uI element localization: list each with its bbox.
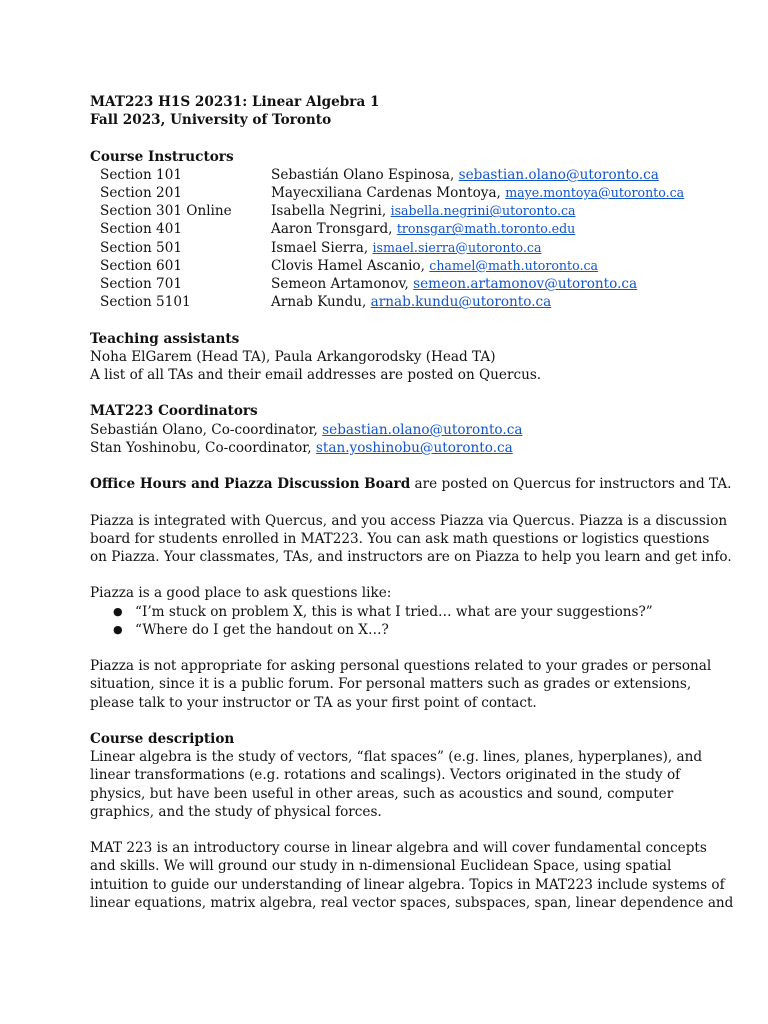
list-item — [90, 621, 690, 639]
instructor-email-link[interactable]: ismael.sierra@utoronto.ca — [372, 239, 542, 255]
instructor-row — [90, 220, 690, 238]
section-label: Section 401 — [100, 221, 182, 238]
piazza-not-appropriate — [90, 657, 712, 712]
instructor-row — [90, 275, 690, 293]
instructor-name: Sebastián Olano Espinosa, — [271, 166, 459, 183]
instructor-email-link[interactable]: tronsgar@math.toronto.edu — [396, 221, 576, 237]
paragraph-line: physics, but have been useful in other areas, such as acoustics and sound, computer — [90, 785, 674, 802]
paragraph-line: board for students enrolled in MAT223. You can ask math questions or logistics questions — [90, 530, 710, 547]
piazza-good-place: Piazza is a good place to ask questions like: — [90, 585, 392, 602]
bullet-icon: ● — [113, 604, 123, 618]
course-title: MAT223 H1S 20231: Linear Algebra 1 — [90, 94, 380, 110]
piazza-examples-list — [90, 603, 690, 639]
office-hours-text: are posted on Quercus for instructors and TA. — [410, 476, 732, 493]
paragraph-line: Piazza is integrated with Quercus, and you access Piazza via Quercus. Piazza is a discussion — [90, 512, 728, 529]
paragraph-line: Linear algebra is the study of vectors, “flat spaces” (e.g. lines, planes, hyperplanes), and — [90, 749, 703, 766]
coordinator-email-link[interactable]: stan.yoshinobu@utoronto.ca — [315, 439, 513, 456]
paragraph-line: graphics, and the study of physical forces. — [90, 803, 382, 820]
paragraph-line: and skills. We will ground our study in n-dimensional Euclidean Space, using spatial — [90, 858, 672, 875]
instructor-name: Clovis Hamel Ascanio, — [271, 257, 430, 274]
instructor-name: Semeon Artamonov, — [271, 276, 414, 293]
office-hours-heading: Office Hours and Piazza Discussion Board — [90, 476, 411, 493]
coordinator-row — [90, 421, 690, 439]
instructor-name: Aaron Tronsgard, — [271, 221, 397, 238]
description-paragraph-1 — [90, 748, 703, 821]
paragraph-line: situation, since it is a public forum. For personal matters such as grades or extensions, — [90, 676, 692, 693]
instructor-row — [90, 202, 690, 220]
paragraph-line: intuition to guide our understanding of linear algebra. Topics in MAT223 include systems of — [90, 876, 725, 893]
head-tas: Noha ElGarem (Head TA), Paula Arkangorodsky (Head TA) — [90, 348, 496, 365]
description-paragraph-2 — [90, 839, 734, 912]
instructors-heading: Course Instructors — [90, 148, 234, 165]
instructor-name: Ismael Sierra, — [271, 239, 373, 256]
instructor-row — [90, 184, 690, 202]
instructor-row — [90, 293, 690, 311]
instructor-email-link[interactable]: semeon.artamonov@utoronto.ca — [413, 276, 638, 293]
description-heading: Course description — [90, 730, 235, 747]
tas-note: A list of all TAs and their email addresses are posted on Quercus. — [90, 367, 542, 384]
section-label: Section 701 — [100, 276, 182, 293]
paragraph-line: linear equations, matrix algebra, real vector spaces, subspaces, span, linear dependence and — [90, 894, 734, 911]
list-item-text: “Where do I get the handout on X…? — [135, 621, 389, 638]
paragraph-line: Piazza is not appropriate for asking personal questions related to your grades or personal — [90, 658, 712, 675]
coordinator-row — [90, 439, 690, 457]
paragraph-line: on Piazza. Your classmates, TAs, and instructors are on Piazza to help you learn and get info. — [90, 549, 732, 565]
instructor-row — [90, 239, 690, 257]
section-label: Section 201 — [100, 185, 182, 201]
course-term: Fall 2023, University of Toronto — [90, 112, 332, 129]
section-label: Section 601 — [100, 257, 182, 274]
instructor-row — [90, 166, 690, 184]
section-label: Section 5101 — [100, 294, 191, 311]
instructors-table — [90, 166, 690, 312]
paragraph-line: linear transformations (e.g. rotations and scalings). Vectors originated in the study of — [90, 767, 681, 784]
coordinators-heading: MAT223 Coordinators — [90, 403, 258, 420]
instructor-email-link[interactable]: sebastian.olano@utoronto.ca — [458, 166, 659, 183]
section-label: Section 101 — [100, 166, 182, 183]
document-page — [90, 93, 734, 912]
list-item — [90, 603, 690, 621]
tas-heading: Teaching assistants — [90, 330, 240, 347]
instructor-email-link[interactable]: chamel@math.utoronto.ca — [429, 257, 599, 273]
instructor-email-link[interactable]: arnab.kundu@utoronto.ca — [370, 294, 552, 311]
instructor-name: Mayecxiliana Cardenas Montoya, — [271, 185, 506, 201]
list-item-text: “I’m stuck on problem X, this is what I tried… what are your suggestions?” — [135, 603, 653, 620]
instructor-email-link[interactable]: maye.montoya@utoronto.ca — [505, 185, 685, 200]
coordinator-email-link[interactable]: sebastian.olano@utoronto.ca — [322, 421, 523, 438]
instructor-email-link[interactable]: isabella.negrini@utoronto.ca — [390, 203, 576, 219]
office-hours-note — [90, 475, 732, 493]
bullet-icon: ● — [113, 622, 123, 636]
instructor-row — [90, 257, 690, 275]
section-label: Section 501 — [100, 239, 182, 256]
coordinator-name: Stan Yoshinobu, Co-coordinator, — [90, 439, 316, 456]
paragraph-line: please talk to your instructor or TA as your first point of contact. — [90, 694, 537, 711]
paragraph-line: MAT 223 is an introductory course in linear algebra and will cover fundamental concepts — [90, 840, 707, 857]
instructor-name: Arnab Kundu, — [271, 294, 371, 311]
section-label: Section 301 Online — [100, 203, 232, 220]
instructor-name: Isabella Negrini, — [271, 203, 391, 220]
piazza-intro — [90, 512, 732, 567]
coordinator-name: Sebastián Olano, Co-coordinator, — [90, 421, 323, 438]
